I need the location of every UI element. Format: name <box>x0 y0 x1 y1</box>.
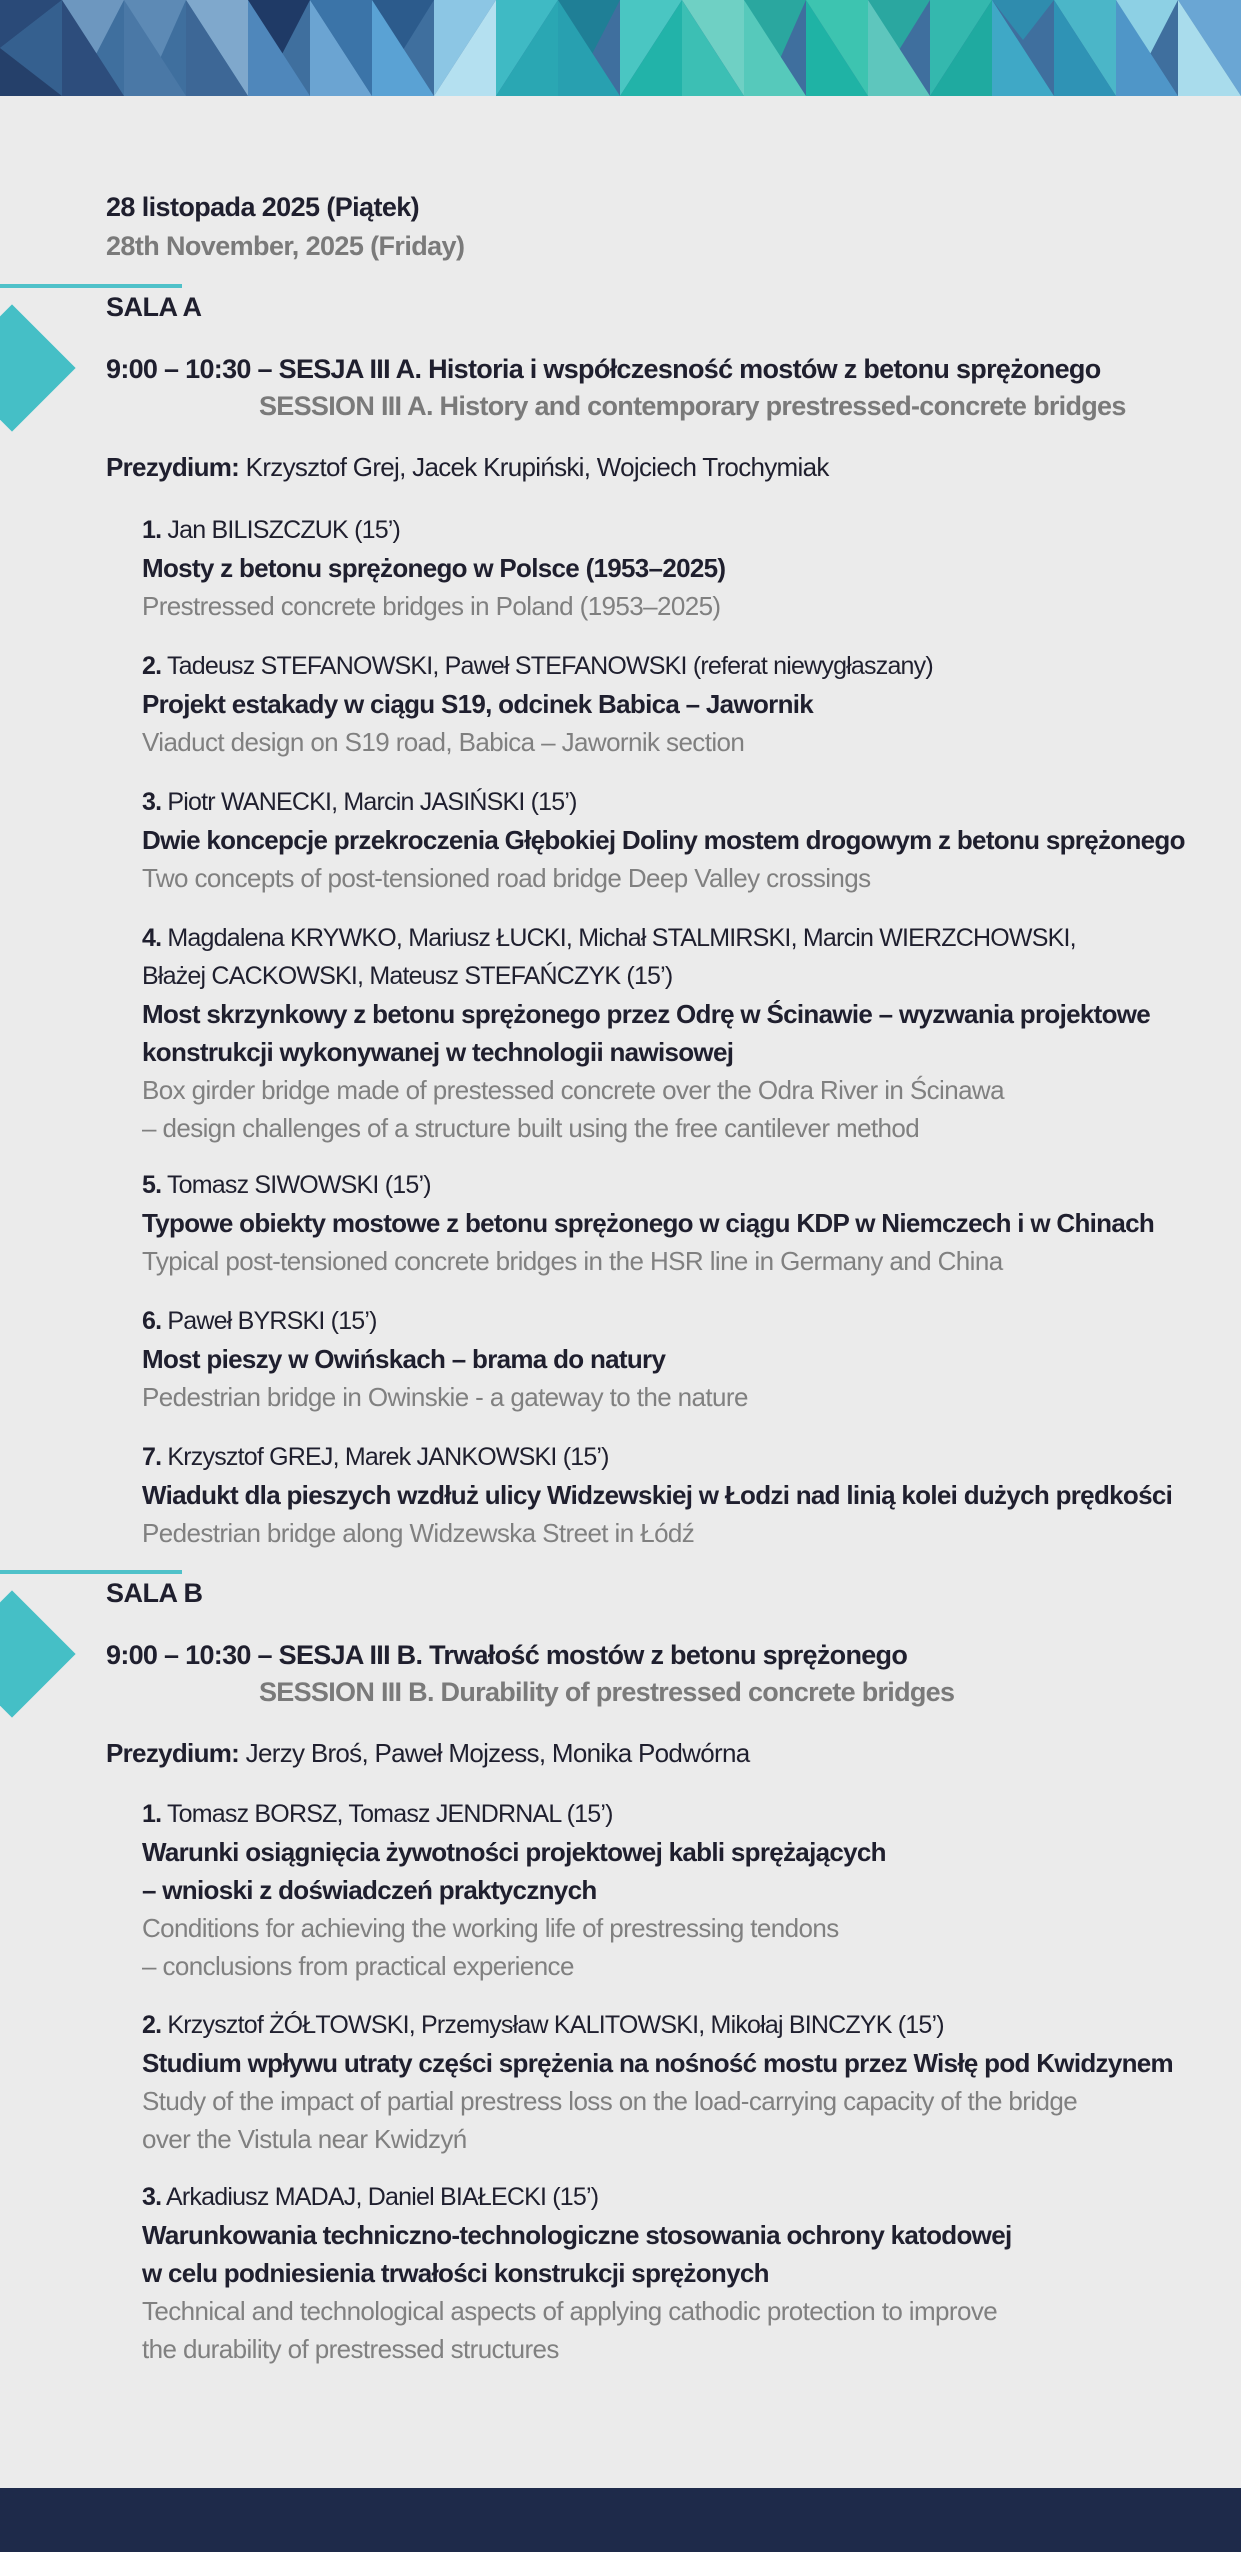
talk-authors <box>142 919 1202 995</box>
session-a-title-english: SESSION III A. History and contemporary prestressed-concrete bridges <box>259 391 1126 421</box>
talk-authors <box>142 1302 1202 1340</box>
talk-number: 3. <box>142 788 162 816</box>
talk-author-names: Tadeusz STEFANOWSKI, Paweł STEFANOWSKI (referat niewygłaszany) <box>161 652 933 680</box>
talk-author-names: Paweł BYRSKI (15’) <box>161 1307 377 1335</box>
section-a-diamond-icon <box>0 304 76 431</box>
talk-authors <box>142 1166 1202 1204</box>
talk-title-english: Prestressed concrete bridges in Poland (1953–2025) <box>142 591 721 621</box>
talk-author-names: Krzysztof ŻÓŁTOWSKI, Przemysław KALITOWSKI, Mikołaj BINCZYK (15’) <box>161 2011 944 2039</box>
presidium-names: Jerzy Broś, Paweł Mojzess, Monika Podwórna <box>239 1738 750 1768</box>
triangle-pattern-graphic <box>0 0 1241 96</box>
talk-authors <box>142 1795 1202 1833</box>
date-polish: 28 listopada 2025 (Piątek) <box>106 192 420 222</box>
talk-title-english: Viaduct design on S19 road, Babica – Jawornik section <box>142 727 745 757</box>
talk-number: 6. <box>142 1307 162 1335</box>
room-label-sala-a: SALA A <box>106 292 202 322</box>
talk-title-polish: Studium wpływu utraty części sprężenia na nośność mostu przez Wisłę pod Kwidzynem <box>142 2048 1173 2078</box>
presidium-label: Prezydium: <box>106 1738 240 1768</box>
talk-authors <box>142 2178 1202 2216</box>
talk-item <box>142 647 1202 761</box>
talk-title-polish: Most skrzynkowy z betonu sprężonego przez Odrę w Ścinawie – wyzwania projektowe konstrukcji wykonywanej w technologii nawisowej <box>142 999 1151 1067</box>
talk-authors <box>142 783 1202 821</box>
talk-item <box>142 783 1202 897</box>
talk-item <box>142 1166 1202 1280</box>
talk-author-names: Jan BILISZCZUK (15’) <box>161 516 401 544</box>
talk-author-names: Piotr WANECKI, Marcin JASIŃSKI (15’) <box>161 788 577 816</box>
talk-title-english: Conditions for achieving the working life of prestressing tendons – conclusions from practical experience <box>142 1913 839 1981</box>
talk-item <box>142 511 1202 625</box>
talk-item <box>142 919 1202 1147</box>
talk-title-english: Pedestrian bridge in Owinskie - a gateway to the nature <box>142 1382 748 1412</box>
session-b-title-english: SESSION III B. Durability of prestressed concrete bridges <box>259 1677 955 1707</box>
date-english: 28th November, 2025 (Friday) <box>106 231 465 261</box>
talk-title-polish: Warunki osiągnięcia żywotności projektowej kabli sprężających – wnioski z doświadczeń praktycznych <box>142 1837 886 1905</box>
talk-number: 1. <box>142 1800 162 1828</box>
talk-item <box>142 2178 1202 2368</box>
talk-title-polish: Warunkowania techniczno-technologiczne stosowania ochrony katodowej w celu podniesienia trwałości konstrukcji sprężonych <box>142 2220 1012 2288</box>
presidium-label: Prezydium: <box>106 452 240 482</box>
header-pattern-banner <box>0 0 1241 96</box>
session-a-title-polish: 9:00 – 10:30 – SESJA III A. Historia i współczesność mostów z betonu sprężonego <box>106 354 1101 384</box>
talk-author-names: Arkadiusz MADAJ, Daniel BIAŁECKI (15’) <box>161 2183 599 2211</box>
talk-title-english: Typical post-tensioned concrete bridges in the HSR line in Germany and China <box>142 1246 1003 1276</box>
talk-number: 2. <box>142 2011 162 2039</box>
talk-title-polish: Mosty z betonu sprężonego w Polsce (1953–2025) <box>142 553 726 583</box>
talk-title-english: Technical and technological aspects of applying cathodic protection to improve the durability of prestressed structures <box>142 2296 998 2364</box>
session-a-presidium <box>106 452 829 483</box>
talk-number: 1. <box>142 516 162 544</box>
room-label-sala-b: SALA B <box>106 1578 203 1608</box>
footer-bar <box>0 2488 1241 2552</box>
talk-number: 3. <box>142 2183 162 2211</box>
talk-number: 5. <box>142 1171 162 1199</box>
talk-title-english: Box girder bridge made of prestessed concrete over the Odra River in Ścinawa – design challenges of a structure built using the free cantilever method <box>142 1075 1004 1143</box>
talk-item <box>142 1795 1202 1985</box>
session-b-presidium <box>106 1738 749 1769</box>
presidium-names: Krzysztof Grej, Jacek Krupiński, Wojciech Trochymiak <box>239 452 829 482</box>
talk-author-names: Magdalena KRYWKO, Mariusz ŁUCKI, Michał STALMIRSKI, Marcin WIERZCHOWSKI, Błażej CACKOWSKI, Mateusz STEFAŃCZYK (15’) <box>142 924 1076 990</box>
section-b-accent-line <box>0 1570 182 1574</box>
talk-title-english: Pedestrian bridge along Widzewska Street in Łódź <box>142 1518 695 1548</box>
section-b-diamond-icon <box>0 1590 76 1717</box>
talk-item <box>142 1438 1202 1552</box>
talk-item <box>142 1302 1202 1416</box>
talk-number: 2. <box>142 652 162 680</box>
talk-number: 7. <box>142 1443 162 1471</box>
talk-title-english: Two concepts of post-tensioned road bridge Deep Valley crossings <box>142 863 871 893</box>
section-a-accent-line <box>0 284 182 288</box>
talk-title-polish: Projekt estakady w ciągu S19, odcinek Babica – Jawornik <box>142 689 814 719</box>
session-b-title-polish: 9:00 – 10:30 – SESJA III B. Trwałość mostów z betonu sprężonego <box>106 1640 908 1670</box>
talk-authors <box>142 647 1202 685</box>
talk-authors <box>142 1438 1202 1476</box>
talk-title-english: Study of the impact of partial prestress loss on the load-carrying capacity of the bridge over the Vistula near Kwidzyń <box>142 2086 1078 2154</box>
talk-author-names: Krzysztof GREJ, Marek JANKOWSKI (15’) <box>161 1443 609 1471</box>
talk-author-names: Tomasz BORSZ, Tomasz JENDRNAL (15’) <box>161 1800 613 1828</box>
talk-title-polish: Typowe obiekty mostowe z betonu sprężonego w ciągu KDP w Niemczech i w Chinach <box>142 1208 1155 1238</box>
talk-author-names: Tomasz SIWOWSKI (15’) <box>161 1171 431 1199</box>
talk-number: 4. <box>142 924 162 952</box>
talk-title-polish: Most pieszy w Owińskach – brama do natury <box>142 1344 666 1374</box>
talk-title-polish: Wiadukt dla pieszych wzdłuż ulicy Widzewskiej w Łodzi nad linią kolei dużych prędkości <box>142 1480 1173 1510</box>
talk-authors <box>142 511 1202 549</box>
talk-authors <box>142 2006 1202 2044</box>
talk-title-polish: Dwie koncepcje przekroczenia Głębokiej Doliny mostem drogowym z betonu sprężonego <box>142 825 1185 855</box>
talk-item <box>142 2006 1202 2158</box>
